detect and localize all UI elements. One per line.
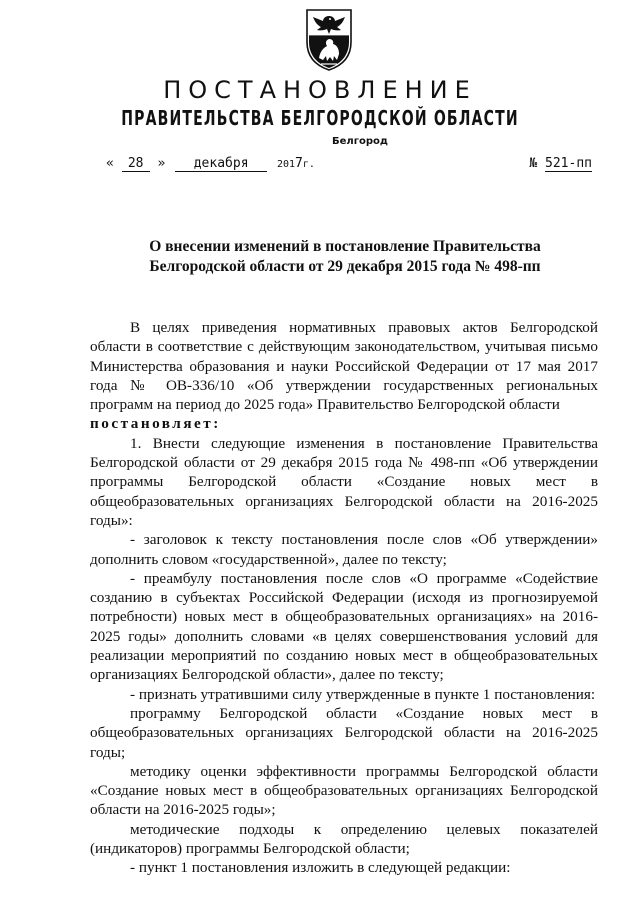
paragraph-5: программу Белгородской области «Создание новых мест в общеобразовательных организациях Белгородской области на 2016-2025 годы;: [90, 704, 598, 761]
paragraph-2: - заголовок к тексту постановления после слов «Об утверждении» дополнить словом «государственной», далее по тексту;: [90, 531, 598, 568]
city-name: Белгород: [332, 136, 388, 147]
decree-word-text: постановляет:: [90, 415, 221, 433]
date-year-last-digit: 7: [295, 156, 303, 171]
date-year-prefix: 201: [276, 159, 296, 170]
paragraph-7: методические подходы к определению целевых показателей (индикаторов) программы Белгородской области;: [90, 820, 598, 858]
document-body: [90, 318, 598, 878]
paragraph-3: - преамбулу постановления после слов «О программе «Содействие созданию в субъектах Российской Федерации (исходя из прогнозируемой потребности) новых мест в общеобразовательных организациях» на 2016-2025 годы» дополнить словами «в целях совершенствования условий для реализации мероприятий по созданию новых мест в общеобразовательных организациях Белгородской области», далее по тексту;: [90, 569, 598, 684]
paragraph-4: - признать утратившими силу утвержденные в пункте 1 постановления:: [130, 685, 596, 703]
document-number: [529, 156, 592, 171]
date-close-quote: »: [157, 156, 166, 171]
heading-line-1: О внесении изменений в постановление Правительства: [149, 238, 541, 255]
paragraph-8: - пункт 1 постановления изложить в следующей редакции:: [130, 859, 511, 877]
date-year-suffix: г.: [302, 159, 315, 170]
intro-paragraph: В целях приведения нормативных правовых актов Белгородской области в соответствие с действующим законодательством, учитывая письмо Министерства образования и науки Российской Федерации от 17 мая 2017 года № ОВ-336/10 «Об утверждении государственных региональных программ на период до 2025 года» Правительство Белгородской области: [90, 319, 598, 414]
date-open-quote: «: [106, 156, 114, 171]
paragraph-1: 1. Внести следующие изменения в постановление Правительства Белгородской области от 29 декабря 2015 года № 498-пп «Об утверждении программы Белгородской области «Создание новых мест в общеобразовательных организациях Белгородской области на 2016-2025 годы»:: [90, 434, 598, 529]
document-type-title: ПОСТАНОВЛЕНИЕ: [163, 76, 477, 104]
decree-word: [90, 414, 598, 433]
number-label: №: [529, 156, 538, 171]
date-day: 28: [122, 156, 150, 172]
registration-number: 521-пп: [545, 156, 592, 171]
document-heading: [90, 237, 600, 277]
belgorod-coat-of-arms-icon: [303, 8, 355, 72]
issuing-authority: ПРАВИТЕЛЬСТВА БЕЛГОРОДСКОЙ ОБЛАСТИ: [121, 106, 519, 130]
date-month: декабря: [175, 156, 267, 172]
document-date: [106, 156, 315, 172]
heading-line-2: Белгородской области от 29 декабря 2015 года № 498-пп: [149, 258, 541, 275]
paragraph-6: методику оценки эффективности программы Белгородской области «Создание новых мест в общеобразовательных организациях Белгородской области на 2016-2025 годы»;: [90, 762, 598, 819]
